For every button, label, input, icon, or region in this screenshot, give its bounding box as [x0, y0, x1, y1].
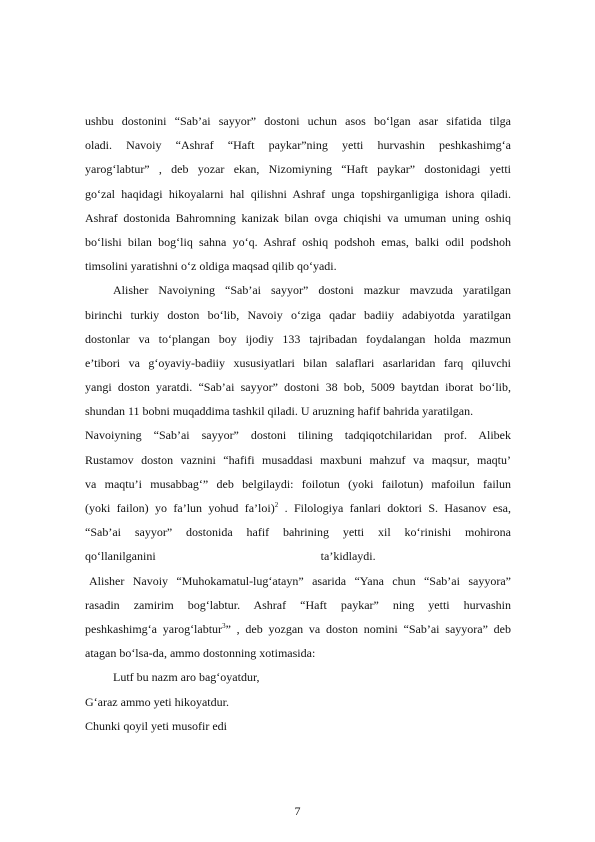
footnote-marker: 3	[222, 621, 226, 630]
text-line: va maqtu’i musabbag‘” deb belgilaydi: foilotun (yoki failotun) mafoilun failun	[85, 476, 511, 491]
text-line: birinchi turkiy doston bo‘lib, Navoiy o‘ziga qadar badiiy adabiyotda yaratilgan	[85, 307, 511, 322]
text-line: bo‘lishi bilan bog‘liq sahna yo‘q. Ashraf oshiq podshoh emas, balki odil podshoh	[85, 234, 511, 249]
text-line: timsolini yaratishni o‘z oldiga maqsad qilib qo‘yadi.	[85, 259, 337, 274]
text-line	[85, 496, 511, 520]
text-line: Lutf bu nazm aro bag‘oyatdur,	[113, 670, 260, 685]
text-line	[85, 617, 511, 641]
text-fragment: peshkashimg‘a yarog‘labtur	[85, 621, 223, 636]
text-line: Alisher Navoiyning “Sab’ai sayyor” dostoni mazkur mavzuda yaratilgan	[113, 283, 511, 298]
text-fragment: ta’kidlaydi.	[320, 549, 376, 564]
text-line: go‘zal haqidagi hikoyalarni hal qilishni Ashraf unga topshirganligiga ishora qiladi.	[85, 186, 511, 201]
text-line: shundan 11 bobni muqaddima tashkil qiladi. U aruzning hafif bahrida yaratilgan.	[85, 404, 474, 419]
text-fragment: . Filologiya fanlari doktori S. Hasanov esa,	[278, 501, 512, 515]
text-line: Alisher Navoiy “Muhokamatul-lug‘atayn” asarida “Yana chun “Sab’ai sayyora”	[89, 573, 511, 588]
text-line: oladi. Navoiy “Ashraf “Haft paykar”ning yetti hurvashin peshkashimg‘a	[85, 138, 511, 153]
text-fragment: (yoki failon) yo fa’lun yohud fa’loi)	[85, 501, 275, 515]
text-line	[85, 544, 511, 568]
text-line: Chunki qoyil yeti musofir edi	[85, 718, 227, 733]
text-fragment: qo‘llanilganini	[85, 549, 156, 564]
document-body	[85, 109, 511, 738]
text-line: G‘araz ammo yeti hikoyatdur.	[85, 694, 229, 709]
text-line: Rustamov doston vaznini “hafifi musaddasi maxbuni mahzuf va maqsur, maqtu’	[85, 452, 511, 467]
text-line: yangi doston yaratdi. “Sab’ai sayyor” dostoni 38 bob, 5009 baytdan iborat bo‘lib,	[85, 380, 511, 395]
text-line: Ashraf dostonida Bahromning kanizak bilan ovga chiqishi va umuman uning oshiq	[85, 210, 511, 225]
text-line: rasadin zamirim bog‘labtur. Ashraf “Haft paykar” ning yetti hurvashin	[85, 597, 511, 612]
text-fragment: ” , deb yozgan va doston nomini “Sab’ai sayyora” deb	[225, 621, 512, 636]
text-line: e’tibori va g‘oyaviy-badiiy xususiyatlari bilan salaflari asarlaridan farq qiluvchi	[85, 355, 511, 370]
footnote-marker: 2	[274, 501, 279, 509]
text-line: “Sab’ai sayyor” dostonida hafif bahrining yetti xil ko‘rinishi mohirona	[85, 525, 511, 540]
text-line: Navoiyning “Sab’ai sayyor” dostoni tilining tadqiqotchilaridan prof. Alibek	[85, 428, 511, 443]
text-line: dostonlar va to‘plangan boy ijodiy 133 tajribadan foydalangan holda mazmun	[85, 331, 511, 346]
text-line: atagan bo‘lsa-da, ammo dostonning xotimasida:	[85, 646, 316, 661]
text-line: ushbu dostonini “Sab’ai sayyor” dostoni uchun asos bo‘lgan asar sifatida tilga	[85, 114, 511, 128]
page-number: 7	[294, 804, 301, 818]
text-line: yarog‘labtur” , deb yozar ekan, Nizomiyning “Haft paykar” dostonidagi yetti	[85, 162, 511, 177]
